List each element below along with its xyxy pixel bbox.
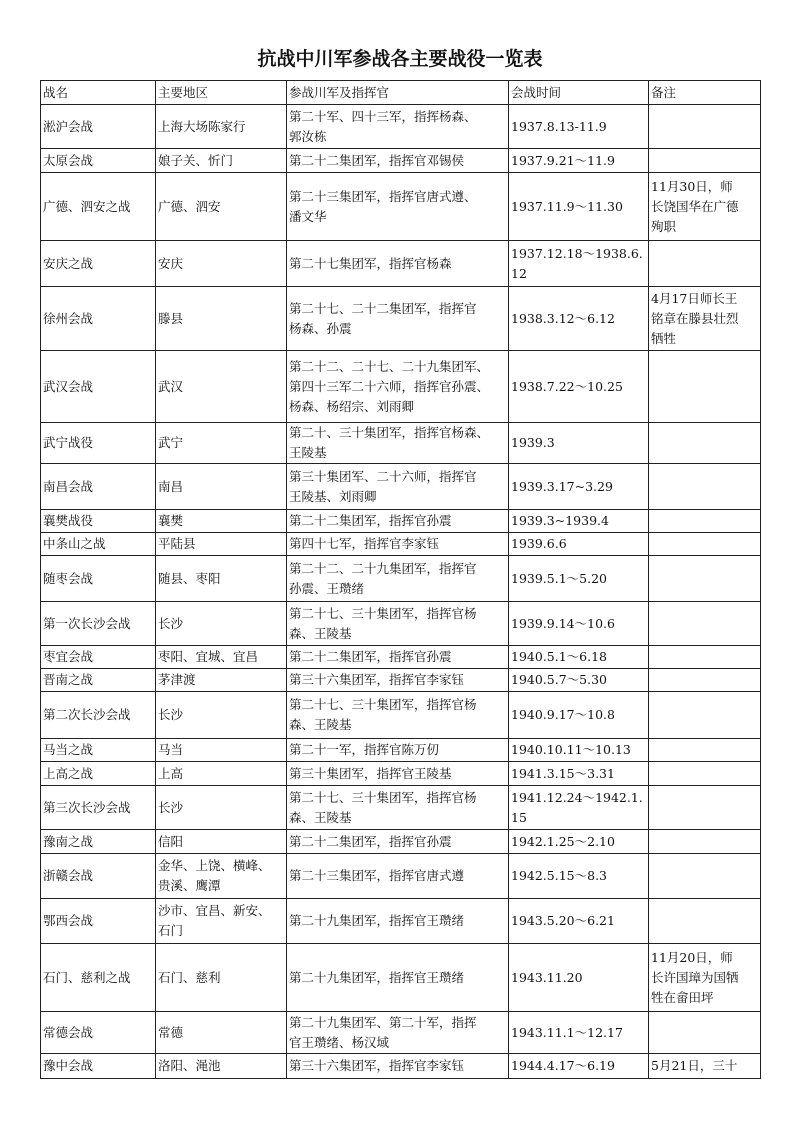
cell-battle-time: 1941.12.24～1942.1. 15 <box>509 786 649 830</box>
cell-battle-name: 襄樊战役 <box>41 510 156 533</box>
cell-region: 安庆 <box>156 241 287 287</box>
cell-battle-name: 常德会战 <box>41 1012 156 1054</box>
cell-notes <box>649 556 761 602</box>
table-row <box>41 646 761 669</box>
table-row <box>41 241 761 287</box>
cell-battle-name: 广德、泗安之战 <box>41 173 156 241</box>
cell-notes <box>649 899 761 944</box>
cell-notes <box>649 692 761 739</box>
document-title: 抗战中川军参战各主要战役一览表 <box>257 48 543 70</box>
cell-troops-commanders: 第二十九集团军、第二十军，指挥 官王瓒绪、杨汉域 <box>287 1012 509 1054</box>
table-row <box>41 1012 761 1054</box>
cell-notes <box>649 830 761 854</box>
table-row <box>41 556 761 602</box>
table-row <box>41 510 761 533</box>
cell-region: 南昌 <box>156 464 287 510</box>
cell-region: 广德、泗安 <box>156 173 287 241</box>
cell-battle-name: 第三次长沙会战 <box>41 786 156 830</box>
cell-battle-name: 徐州会战 <box>41 287 156 351</box>
table-row <box>41 669 761 692</box>
cell-battle-time: 1939.9.14～10.6 <box>509 602 649 646</box>
cell-battle-name: 马当之战 <box>41 739 156 762</box>
cell-troops-commanders: 第二十二集团军，指挥官孙震 <box>287 830 509 854</box>
cell-battle-name: 南昌会战 <box>41 464 156 510</box>
header-region: 主要地区 <box>156 81 287 105</box>
cell-notes <box>649 646 761 669</box>
cell-notes <box>649 739 761 762</box>
cell-battle-time: 1943.5.20～6.21 <box>509 899 649 944</box>
cell-notes <box>649 533 761 556</box>
cell-battle-time: 1937.11.9～11.30 <box>509 173 649 241</box>
cell-region: 洛阳、渑池 <box>156 1054 287 1079</box>
cell-troops-commanders: 第二十二、二十七、二十九集团军、 第四十三军二十六师，指挥官孙震、 杨森、杨绍宗、刘雨卿 <box>287 351 509 423</box>
table-row <box>41 1054 761 1079</box>
cell-notes: 5月21日，三十 <box>649 1054 761 1079</box>
cell-battle-time: 1940.10.11～10.13 <box>509 739 649 762</box>
cell-region: 滕县 <box>156 287 287 351</box>
cell-battle-time: 1940.9.17～10.8 <box>509 692 649 739</box>
table-row <box>41 105 761 149</box>
cell-region: 娘子关、忻门 <box>156 149 287 173</box>
cell-notes <box>649 854 761 899</box>
table-header-row <box>41 81 761 105</box>
table-row <box>41 464 761 510</box>
cell-troops-commanders: 第二十、三十集团军，指挥官杨森、 王陵基 <box>287 423 509 464</box>
table-row <box>41 423 761 464</box>
cell-troops-commanders: 第二十七集团军，指挥官杨森 <box>287 241 509 287</box>
cell-troops-commanders: 第二十三集团军，指挥官唐式遵、 潘文华 <box>287 173 509 241</box>
cell-troops-commanders: 第二十七、三十集团军，指挥官杨 森、王陵基 <box>287 602 509 646</box>
cell-battle-time: 1939.3 <box>509 423 649 464</box>
cell-troops-commanders: 第二十七、二十二集团军，指挥官 杨森、孙震 <box>287 287 509 351</box>
cell-battle-name: 豫南之战 <box>41 830 156 854</box>
cell-troops-commanders: 第三十六集团军，指挥官李家钰 <box>287 1054 509 1079</box>
table-row <box>41 854 761 899</box>
cell-battle-time: 1938.3.12～6.12 <box>509 287 649 351</box>
cell-troops-commanders: 第二十一军，指挥官陈万仞 <box>287 739 509 762</box>
cell-notes <box>649 786 761 830</box>
battles-table <box>40 80 761 1079</box>
cell-region: 武宁 <box>156 423 287 464</box>
table-row <box>41 786 761 830</box>
cell-troops-commanders: 第二十三集团军，指挥官唐式遵 <box>287 854 509 899</box>
cell-notes <box>649 241 761 287</box>
table-row <box>41 173 761 241</box>
cell-battle-time: 1939.3~1939.4 <box>509 510 649 533</box>
cell-troops-commanders: 第二十二集团军，指挥官孙震 <box>287 510 509 533</box>
cell-battle-time: 1942.5.15～8.3 <box>509 854 649 899</box>
cell-battle-time: 1942.1.25～2.10 <box>509 830 649 854</box>
header-troops-commanders: 参战川军及指挥官 <box>287 81 509 105</box>
cell-battle-name: 豫中会战 <box>41 1054 156 1079</box>
cell-battle-time: 1938.7.22～10.25 <box>509 351 649 423</box>
cell-notes <box>649 669 761 692</box>
table-row <box>41 149 761 173</box>
cell-battle-name: 武宁战役 <box>41 423 156 464</box>
cell-battle-time: 1939.6.6 <box>509 533 649 556</box>
cell-troops-commanders: 第二十九集团军，指挥官王瓒绪 <box>287 899 509 944</box>
cell-notes <box>649 602 761 646</box>
cell-region: 枣阳、宜城、宜昌 <box>156 646 287 669</box>
cell-region: 长沙 <box>156 602 287 646</box>
cell-region: 石门、慈利 <box>156 944 287 1012</box>
cell-battle-name: 鄂西会战 <box>41 899 156 944</box>
cell-battle-name: 武汉会战 <box>41 351 156 423</box>
cell-notes <box>649 105 761 149</box>
table-row <box>41 602 761 646</box>
cell-region: 上高 <box>156 762 287 786</box>
cell-region: 茅津渡 <box>156 669 287 692</box>
cell-notes <box>649 149 761 173</box>
cell-battle-name: 浙赣会战 <box>41 854 156 899</box>
cell-battle-name: 中条山之战 <box>41 533 156 556</box>
cell-region: 马当 <box>156 739 287 762</box>
table-row <box>41 533 761 556</box>
cell-notes <box>649 464 761 510</box>
header-notes: 备注 <box>649 81 761 105</box>
cell-battle-time: 1943.11.20 <box>509 944 649 1012</box>
cell-region: 武汉 <box>156 351 287 423</box>
cell-notes <box>649 423 761 464</box>
cell-battle-time: 1939.3.17~3.29 <box>509 464 649 510</box>
cell-region: 沙市、宜昌、新安、 石门 <box>156 899 287 944</box>
cell-region: 长沙 <box>156 786 287 830</box>
cell-troops-commanders: 第三十六集团军，指挥官李家钰 <box>287 669 509 692</box>
cell-battle-name: 枣宜会战 <box>41 646 156 669</box>
cell-notes: 4月17日师长王 铭章在滕县壮烈 牺牲 <box>649 287 761 351</box>
cell-region: 平陆县 <box>156 533 287 556</box>
cell-region: 随县、枣阳 <box>156 556 287 602</box>
cell-notes <box>649 1012 761 1054</box>
cell-troops-commanders: 第二十二集团军，指挥官孙震 <box>287 646 509 669</box>
table-row <box>41 899 761 944</box>
cell-region: 常德 <box>156 1012 287 1054</box>
cell-battle-time: 1937.8.13-11.9 <box>509 105 649 149</box>
cell-battle-name: 上高之战 <box>41 762 156 786</box>
cell-troops-commanders: 第三十集团军，指挥官王陵基 <box>287 762 509 786</box>
cell-troops-commanders: 第三十集团军、二十六师，指挥官 王陵基、刘雨卿 <box>287 464 509 510</box>
cell-troops-commanders: 第二十二集团军，指挥官邓锡侯 <box>287 149 509 173</box>
table-row <box>41 762 761 786</box>
cell-troops-commanders: 第二十军、四十三军，指挥杨森、 郭汝栋 <box>287 105 509 149</box>
cell-battle-name: 淞沪会战 <box>41 105 156 149</box>
cell-troops-commanders: 第二十九集团军，指挥官王瓒绪 <box>287 944 509 1012</box>
cell-notes: 11月30日，师 长饶国华在广德 殉职 <box>649 173 761 241</box>
cell-region: 襄樊 <box>156 510 287 533</box>
cell-battle-time: 1937.12.18～1938.6. 12 <box>509 241 649 287</box>
cell-battle-time: 1941.3.15～3.31 <box>509 762 649 786</box>
cell-troops-commanders: 第二十七、三十集团军，指挥官杨 森、王陵基 <box>287 786 509 830</box>
table-row <box>41 830 761 854</box>
cell-notes: 11月20日，师 长许国璋为国牺 牲在畲田坪 <box>649 944 761 1012</box>
cell-battle-name: 晋南之战 <box>41 669 156 692</box>
cell-notes <box>649 762 761 786</box>
cell-battle-time: 1944.4.17～6.19 <box>509 1054 649 1079</box>
cell-battle-name: 第二次长沙会战 <box>41 692 156 739</box>
cell-battle-name: 安庆之战 <box>41 241 156 287</box>
table-row <box>41 351 761 423</box>
cell-battle-time: 1940.5.1～6.18 <box>509 646 649 669</box>
cell-region: 金华、上饶、横峰、 贵溪、鹰潭 <box>156 854 287 899</box>
cell-notes <box>649 351 761 423</box>
cell-battle-name: 第一次长沙会战 <box>41 602 156 646</box>
cell-battle-time: 1939.5.1～5.20 <box>509 556 649 602</box>
cell-troops-commanders: 第二十七、三十集团军，指挥官杨 森、王陵基 <box>287 692 509 739</box>
cell-battle-time: 1943.11.1～12.17 <box>509 1012 649 1054</box>
cell-notes <box>649 510 761 533</box>
cell-battle-name: 石门、慈利之战 <box>41 944 156 1012</box>
cell-region: 长沙 <box>156 692 287 739</box>
cell-troops-commanders: 第二十二、二十九集团军，指挥官 孙震、王瓒绪 <box>287 556 509 602</box>
cell-battle-name: 太原会战 <box>41 149 156 173</box>
cell-battle-time: 1940.5.7～5.30 <box>509 669 649 692</box>
cell-battle-name: 随枣会战 <box>41 556 156 602</box>
cell-region: 信阳 <box>156 830 287 854</box>
cell-region: 上海大场陈家行 <box>156 105 287 149</box>
cell-troops-commanders: 第四十七军，指挥官李家钰 <box>287 533 509 556</box>
table-row <box>41 287 761 351</box>
header-battle-time: 会战时间 <box>509 81 649 105</box>
table-row <box>41 944 761 1012</box>
header-battle-name: 战名 <box>41 81 156 105</box>
table-row <box>41 739 761 762</box>
table-row <box>41 692 761 739</box>
cell-battle-time: 1937.9.21～11.9 <box>509 149 649 173</box>
